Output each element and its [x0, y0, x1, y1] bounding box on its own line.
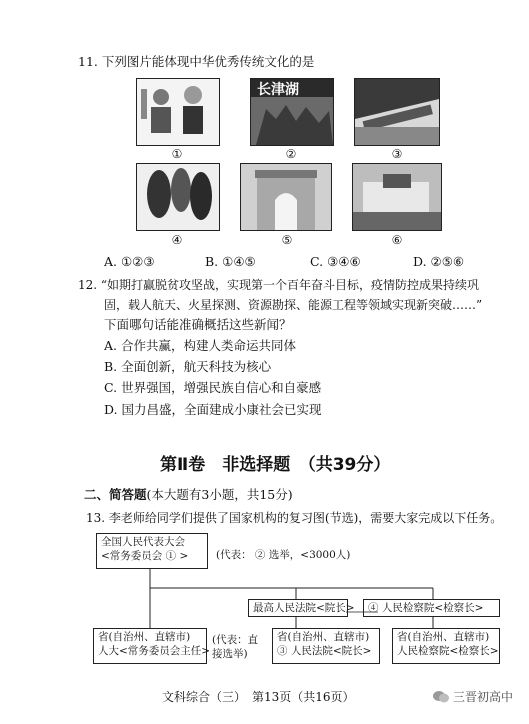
- npc-line2: <常务委员会 ① >: [101, 550, 189, 562]
- q11-option-d[interactable]: D. ②⑤⑥: [413, 254, 465, 269]
- q11-option-b[interactable]: B. ①④⑤: [205, 254, 256, 269]
- section-2-title: 第Ⅱ卷 非选择题 （共39分）: [160, 455, 391, 475]
- caption-2: ②: [285, 147, 297, 161]
- question-12-prompt: 下面哪句话能准确概括这些新闻？: [104, 317, 292, 332]
- provincial-court-line1: 省(自治州、直辖市): [277, 631, 370, 643]
- provincial-court-box: [272, 628, 380, 664]
- caption-1: ①: [171, 147, 183, 161]
- q12-option-a[interactable]: A. 合作共赢，构建人类命运共同体: [104, 338, 296, 353]
- poster-title: 长津湖: [257, 82, 299, 98]
- provincial-note-line1: (代表：直: [212, 634, 259, 646]
- caption-5: ⑤: [281, 233, 293, 247]
- provincial-procuratorate-line1: 省(自治州、直辖市): [397, 631, 490, 643]
- npc-line1: 全国人民代表大会: [101, 536, 185, 548]
- chat-bubble-icon: [433, 690, 449, 704]
- q12-option-c[interactable]: C. 世界强国，增强民族自信心和自豪感: [104, 380, 322, 395]
- supreme-court-box: 最高人民法院<院长>: [248, 599, 348, 617]
- provincial-congress-line1: 省(自治州、直辖市): [98, 631, 191, 643]
- caption-4: ④: [171, 233, 183, 247]
- question-13-text: 13. 李老师给同学们提供了国家机构的复习图(节选)，需要大家完成以下任务。: [86, 511, 503, 525]
- supreme-procuratorate-box: ④ 人民检察院<检察长>: [363, 599, 500, 617]
- provincial-procuratorate-line2: 人民检察院<检察长>: [397, 645, 499, 657]
- watermark-text: 三晋初高中: [453, 690, 514, 704]
- question-12-line1: 12. “如期打赢脱贫攻坚战，实现第一个百年奋斗目标，疫情防控成果持续巩: [78, 278, 480, 292]
- npc-note: (代表： ② 选举，<3000人): [216, 549, 351, 561]
- provincial-congress-box: [93, 628, 211, 664]
- q11-option-c[interactable]: C. ③④⑥: [310, 254, 361, 269]
- caption-6: ⑥: [391, 233, 403, 247]
- provincial-procuratorate-box: [392, 628, 500, 664]
- section-2-subheading: 二、简答题: [84, 487, 147, 502]
- q12-option-b[interactable]: B. 全面创新，航天科技为核心: [104, 359, 272, 374]
- question-12-line2: 固，载人航天、火星探测、资源勘探、能源工程等领域实现新突破……”: [104, 298, 483, 312]
- page-footer: 文科综合（三） 第13页（共16页）: [162, 690, 355, 704]
- watermark: [433, 688, 513, 705]
- provincial-note-line2: 接选举): [212, 648, 248, 660]
- npc-box: [96, 533, 208, 569]
- provincial-congress-line2: 人大<常务委员会主任>: [98, 645, 211, 657]
- caption-3: ③: [391, 147, 403, 161]
- question-11-text: 11. 下列图片能体现中华优秀传统文化的是: [78, 54, 315, 69]
- provincial-congress-note: [212, 633, 258, 661]
- q11-option-a[interactable]: A. ①②③: [104, 254, 155, 269]
- provincial-court-line2: ③ 人民法院<院长>: [277, 645, 372, 657]
- section-2-subnote: (本大题有3小题，共15分): [146, 487, 293, 502]
- q12-option-d[interactable]: D. 国力昌盛，全面建成小康社会已实现: [104, 402, 322, 417]
